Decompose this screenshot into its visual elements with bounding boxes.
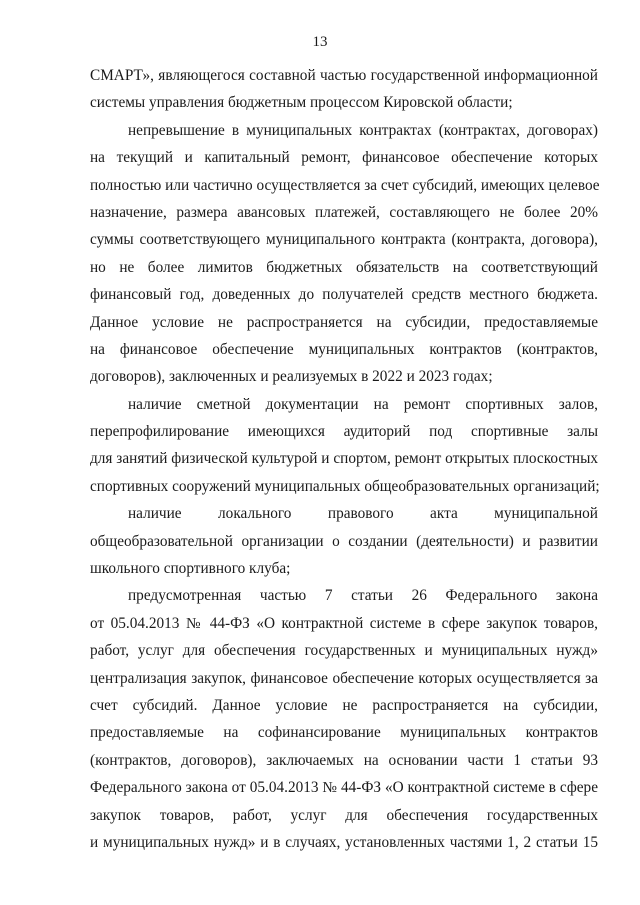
text-line: централизация закупок, финансовое обеспечение которых осуществляется за (90, 669, 598, 687)
page-number: 13 (312, 34, 328, 50)
text-line: суммы соответствующего муниципального контракта (контракта, договора), (90, 231, 598, 249)
text-line: общеобразовательной организации о создании (деятельности) и развитии (90, 532, 598, 550)
text-line: предоставляемые на софинансирование муниципальных контрактов (90, 724, 598, 742)
text-line: спортивных сооружений муниципальных общеобразовательных организаций; (90, 477, 600, 495)
text-line: наличие сметной документации на ремонт спортивных залов, (128, 395, 598, 413)
text-line: Данное условие не распространяется на субсидии, предоставляемые (90, 313, 598, 331)
text-line: наличие локального правового акта муниципальной (128, 505, 598, 523)
text-line: Федерального закона от 05.04.2013 № 44-ФЗ «О контрактной системе в сфере (90, 779, 598, 797)
text-line: договоров), заключенных и реализуемых в 2022 и 2023 годах; (90, 368, 493, 386)
text-line: и муниципальных нужд» и в случаях, установленных частями 1, 2 статьи 15 (90, 833, 598, 851)
text-line: предусмотренная частью 7 статьи 26 Федерального закона (128, 587, 598, 605)
text-line: (контрактов, договоров), заключаемых на основании части 1 статьи 93 (90, 751, 598, 769)
text-line: но не более лимитов бюджетных обязательств на соответствующий (90, 258, 598, 276)
text-line: назначение, размера авансовых платежей, составляющего не более 20% (90, 203, 598, 221)
text-line: для занятий физической культурой и спортом, ремонт открытых плоскостных (90, 450, 598, 468)
text-line: счет субсидий. Данное условие не распространяется на субсидии, (90, 696, 598, 714)
text-line: закупок товаров, работ, услуг для обеспечения государственных (90, 806, 598, 824)
text-line: работ, услуг для обеспечения государственных и муниципальных нужд» (90, 642, 598, 660)
body-text (90, 62, 598, 856)
text-line: школьного спортивного клуба; (90, 560, 291, 578)
text-line: системы управления бюджетным процессом Кировской области; (90, 94, 513, 112)
text-line: на финансовое обеспечение муниципальных контрактов (контрактов, (90, 340, 598, 358)
text-line: на текущий и капитальный ремонт, финансовое обеспечение которых (90, 149, 598, 167)
text-line: от 05.04.2013 № 44-ФЗ «О контрактной системе в сфере закупок товаров, (90, 614, 598, 632)
text-line: непревышение в муниципальных контрактах (контрактах, договорах) (128, 121, 598, 139)
text-line: перепрофилирование имеющихся аудиторий под спортивные залы (90, 423, 598, 441)
text-line: СМАРТ», являющегося составной частью государственной информационной (90, 67, 598, 84)
text-line: финансовый год, доведенных до получателей средств местного бюджета. (90, 286, 598, 304)
text-line: полностью или частично осуществляется за счет субсидий, имеющих целевое (90, 176, 600, 194)
